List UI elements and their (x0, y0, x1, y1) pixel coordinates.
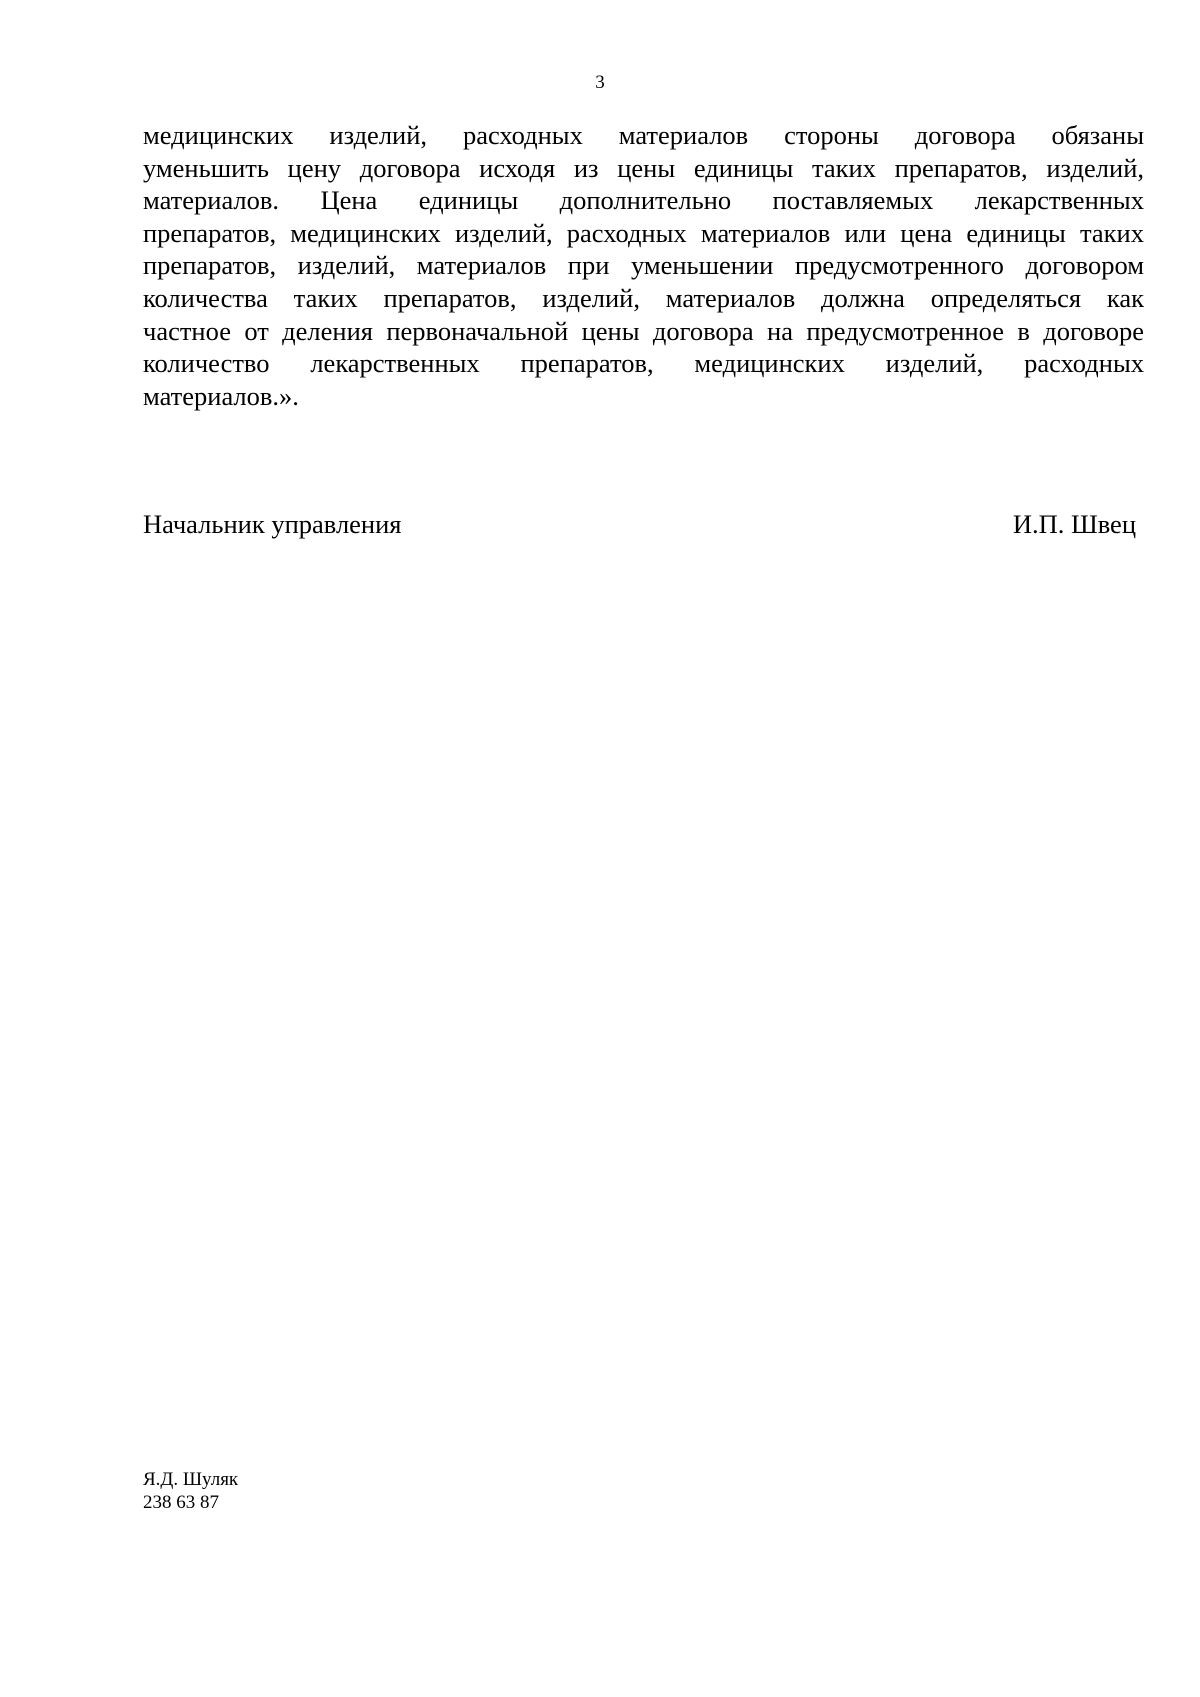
paragraph-line: уменьшить цену договора исходя из цены единицы таких препаратов, изделий, (143, 152, 1144, 183)
page-number: 3 (595, 72, 605, 93)
paragraph-line: материалов.». (143, 380, 299, 411)
signatory-name: И.П. Швец (1012, 509, 1136, 539)
executor-phone: 238 63 87 (143, 1492, 219, 1513)
paragraph-line: количество лекарственных препаратов, медицинских изделий, расходных (143, 348, 1144, 379)
paragraph-line: препаратов, медицинских изделий, расходных материалов или цена единицы таких (143, 217, 1144, 248)
executor-name: Я.Д. Шуляк (143, 1469, 239, 1490)
paragraph-line: препаратов, изделий, материалов при уменьшении предусмотренного договором (143, 250, 1144, 281)
paragraph-line: количества таких препаратов, изделий, материалов должна определяться как (143, 282, 1144, 313)
paragraph-line: материалов. Цена единицы дополнительно поставляемых лекарственных (143, 185, 1144, 216)
signatory-position: Начальник управления (143, 509, 402, 539)
executor-block (143, 1468, 238, 1514)
paragraph-line: медицинских изделий, расходных материалов стороны договора обязаны (143, 120, 1144, 150)
paragraph-line: частное от деления первоначальной цены договора на предусмотренное в договоре (143, 315, 1144, 346)
body-paragraph (143, 119, 1144, 412)
